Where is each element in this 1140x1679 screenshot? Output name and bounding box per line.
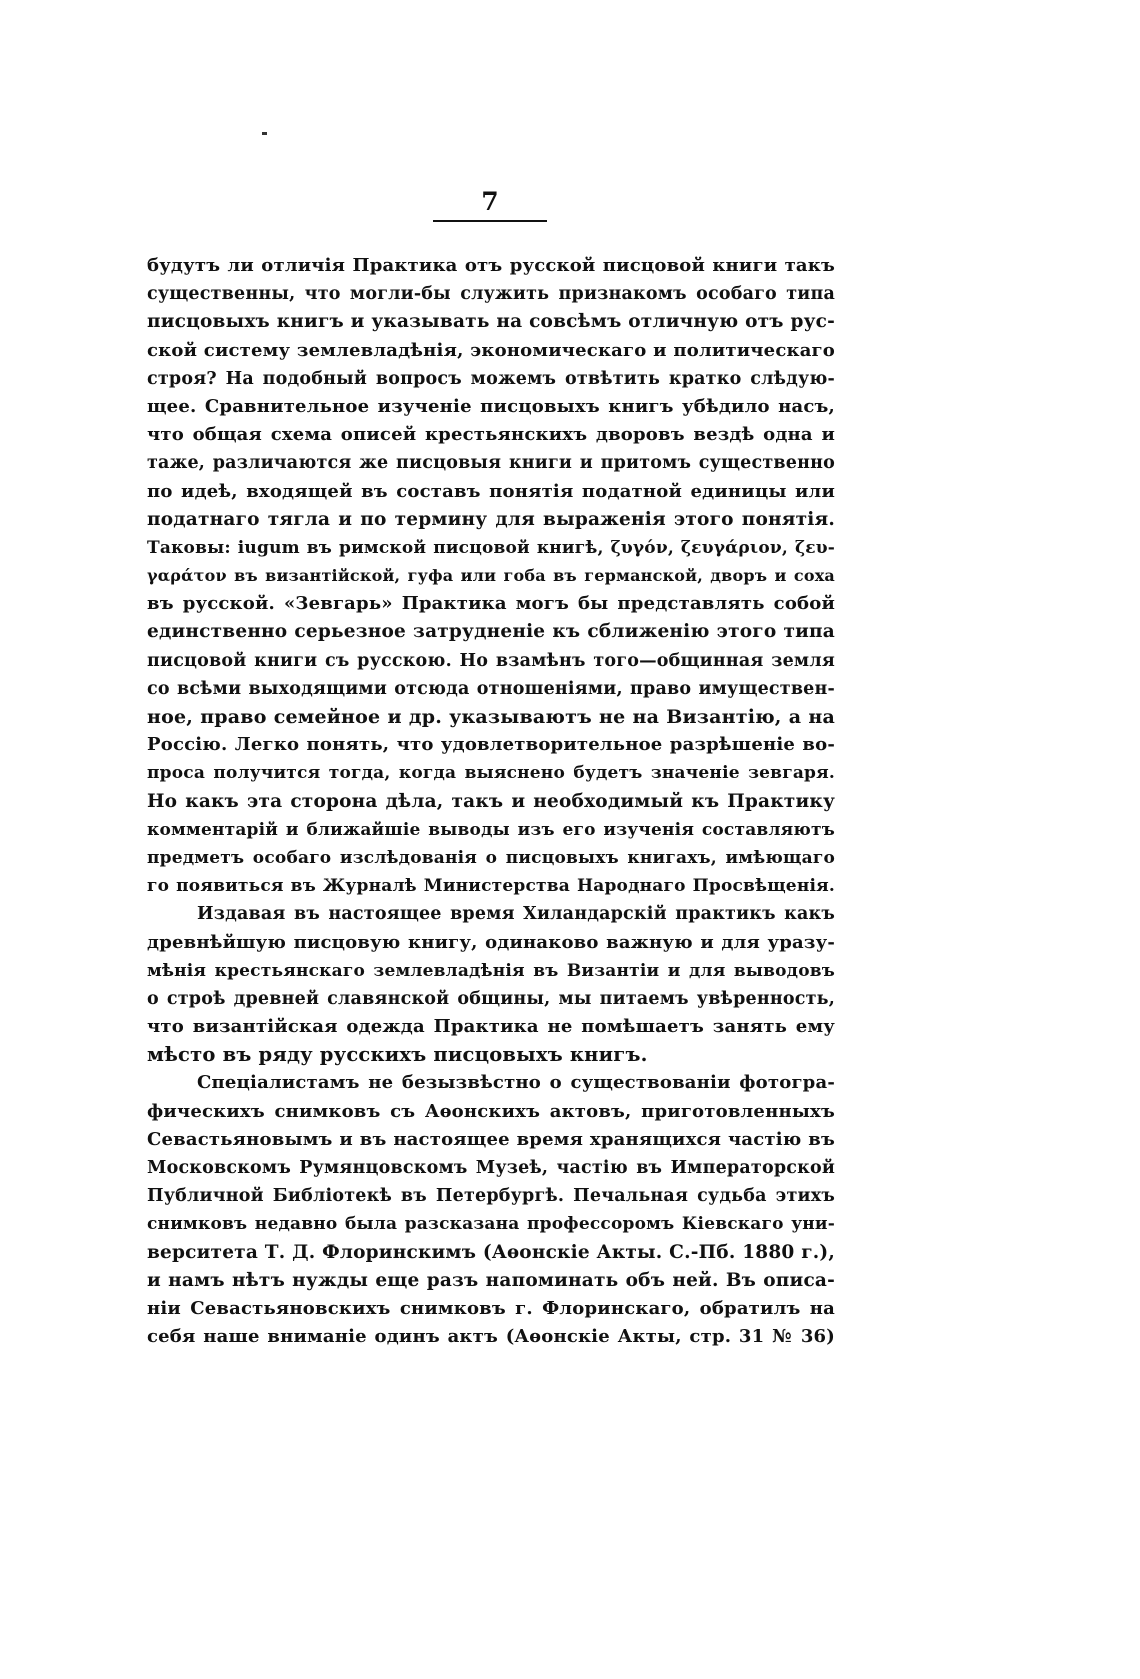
text-line: ніи Севастьяновскихъ снимковъ г. Флоринскаго, обратилъ на (147, 1297, 835, 1319)
text-line: въ русской. «Зевгарь» Практика могъ бы представлять собой (147, 593, 835, 615)
paragraph-last-line: мѣсто въ ряду русскихъ писцовыхъ книгъ. (147, 1043, 648, 1067)
text-line: снимковъ недавно была разсказана профессоромъ Кіевскаго уни- (147, 1214, 835, 1235)
text-line: Публичной Библіотекѣ въ Петербургѣ. Печальная судьба этихъ (147, 1186, 835, 1207)
text-line: щее. Сравнительное изученіе писцовыхъ книгъ убѣдило насъ, (147, 395, 835, 417)
text-line: фическихъ снимковъ съ Аѳонскихъ актовъ, приготовленныхъ (147, 1100, 835, 1122)
text-line: ской систему землевладѣнія, экономическаго и политическаго (147, 339, 835, 361)
text-line: мѣнія крестьянскаго землевладѣнія въ Византіи и для выводовъ (147, 960, 835, 981)
text-line: древнѣйшую писцовую книгу, одинаково важную и для уразу- (147, 931, 835, 953)
text-line: существенны, что могли-бы служить признакомъ особаго типа (147, 284, 835, 305)
text-line: по идеѣ, входящей въ составъ понятія податной единицы или (147, 480, 835, 502)
text-line: Россію. Легко понять, что удовлетворительное разрѣшеніе во- (147, 734, 835, 756)
text-line: и намъ нѣтъ нужды еще разъ напоминать объ ней. Въ описа- (147, 1269, 835, 1291)
text-line: себя наше вниманіе одинъ актъ (Аѳонскіе Акты, стр. 31 № 36) (147, 1326, 835, 1348)
text-line: таже, различаются же писцовыя книги и притомъ существенно (147, 453, 835, 474)
text-line: го появиться въ Журналѣ Министерства Народнаго Просвѣщенія. (147, 876, 835, 897)
body-text (147, 252, 835, 1351)
text-line: податнаго тягла и по термину для выраженія этого понятія. (147, 508, 835, 530)
text-line: строя? На подобный вопросъ можемъ отвѣтить кратко слѣдую- (147, 368, 835, 389)
text-line: что византійская одежда Практика не помѣшаетъ занять ему (147, 1016, 835, 1038)
text-line: писцовой книги съ русскою. Но взамѣнъ того—общинная земля (147, 650, 835, 671)
text-line: Севастьяновымъ и въ настоящее время хранящихся частію въ (147, 1128, 835, 1150)
text-line: будутъ ли отличія Практика отъ русской писцовой книги такъ (147, 255, 835, 276)
page-number-rule (433, 220, 547, 222)
text-line: ное, право семейное и др. указываютъ не на Византію, а на (147, 706, 835, 728)
text-line: предметъ особаго изслѣдованія о писцовыхъ книгахъ, имѣющаго (147, 847, 835, 868)
print-speck (262, 132, 267, 135)
page-number: 7 (481, 187, 499, 216)
text-line: проса получится тогда, когда выяснено будетъ значеніе зевгаря. (147, 763, 835, 784)
text-line: писцовыхъ книгъ и указывать на совсѣмъ отличную отъ рус- (147, 311, 835, 333)
text-line: что общая схема описей крестьянскихъ дворовъ вездѣ одна и (147, 424, 835, 446)
text-line: со всѣми выходящими отсюда отношеніями, право имуществен- (147, 678, 835, 699)
text-line: единственно серьезное затрудненіе къ сближенію этого типа (147, 621, 835, 643)
text-line: γαράτον въ византійской, гуфа или гоба въ германской, дворъ и соха (147, 566, 835, 586)
text-line: верситета Т. Д. Флоринскимъ (Аѳонскіе Акты. С.-Пб. 1880 г.), (147, 1241, 835, 1263)
paragraph-first-line: Издавая въ настоящее время Хиландарскій практикъ какъ (197, 904, 835, 925)
paragraph-first-line: Спеціалистамъ не безызвѣстно о существованіи фотогра- (197, 1072, 835, 1094)
text-line: Таковы: iugum въ римской писцовой книгѣ, ζυγόν, ζευγάριον, ζευ- (147, 537, 835, 558)
text-line: о строѣ древней славянской общины, мы питаемъ увѣренность, (147, 988, 835, 1009)
text-line: Московскомъ Румянцовскомъ Музеѣ, частію въ Императорской (147, 1158, 835, 1178)
text-line: Но какъ эта сторона дѣла, такъ и необходимый къ Практику (147, 790, 835, 812)
text-line: комментарій и ближайшіе выводы изъ его изученія составляютъ (147, 819, 835, 840)
